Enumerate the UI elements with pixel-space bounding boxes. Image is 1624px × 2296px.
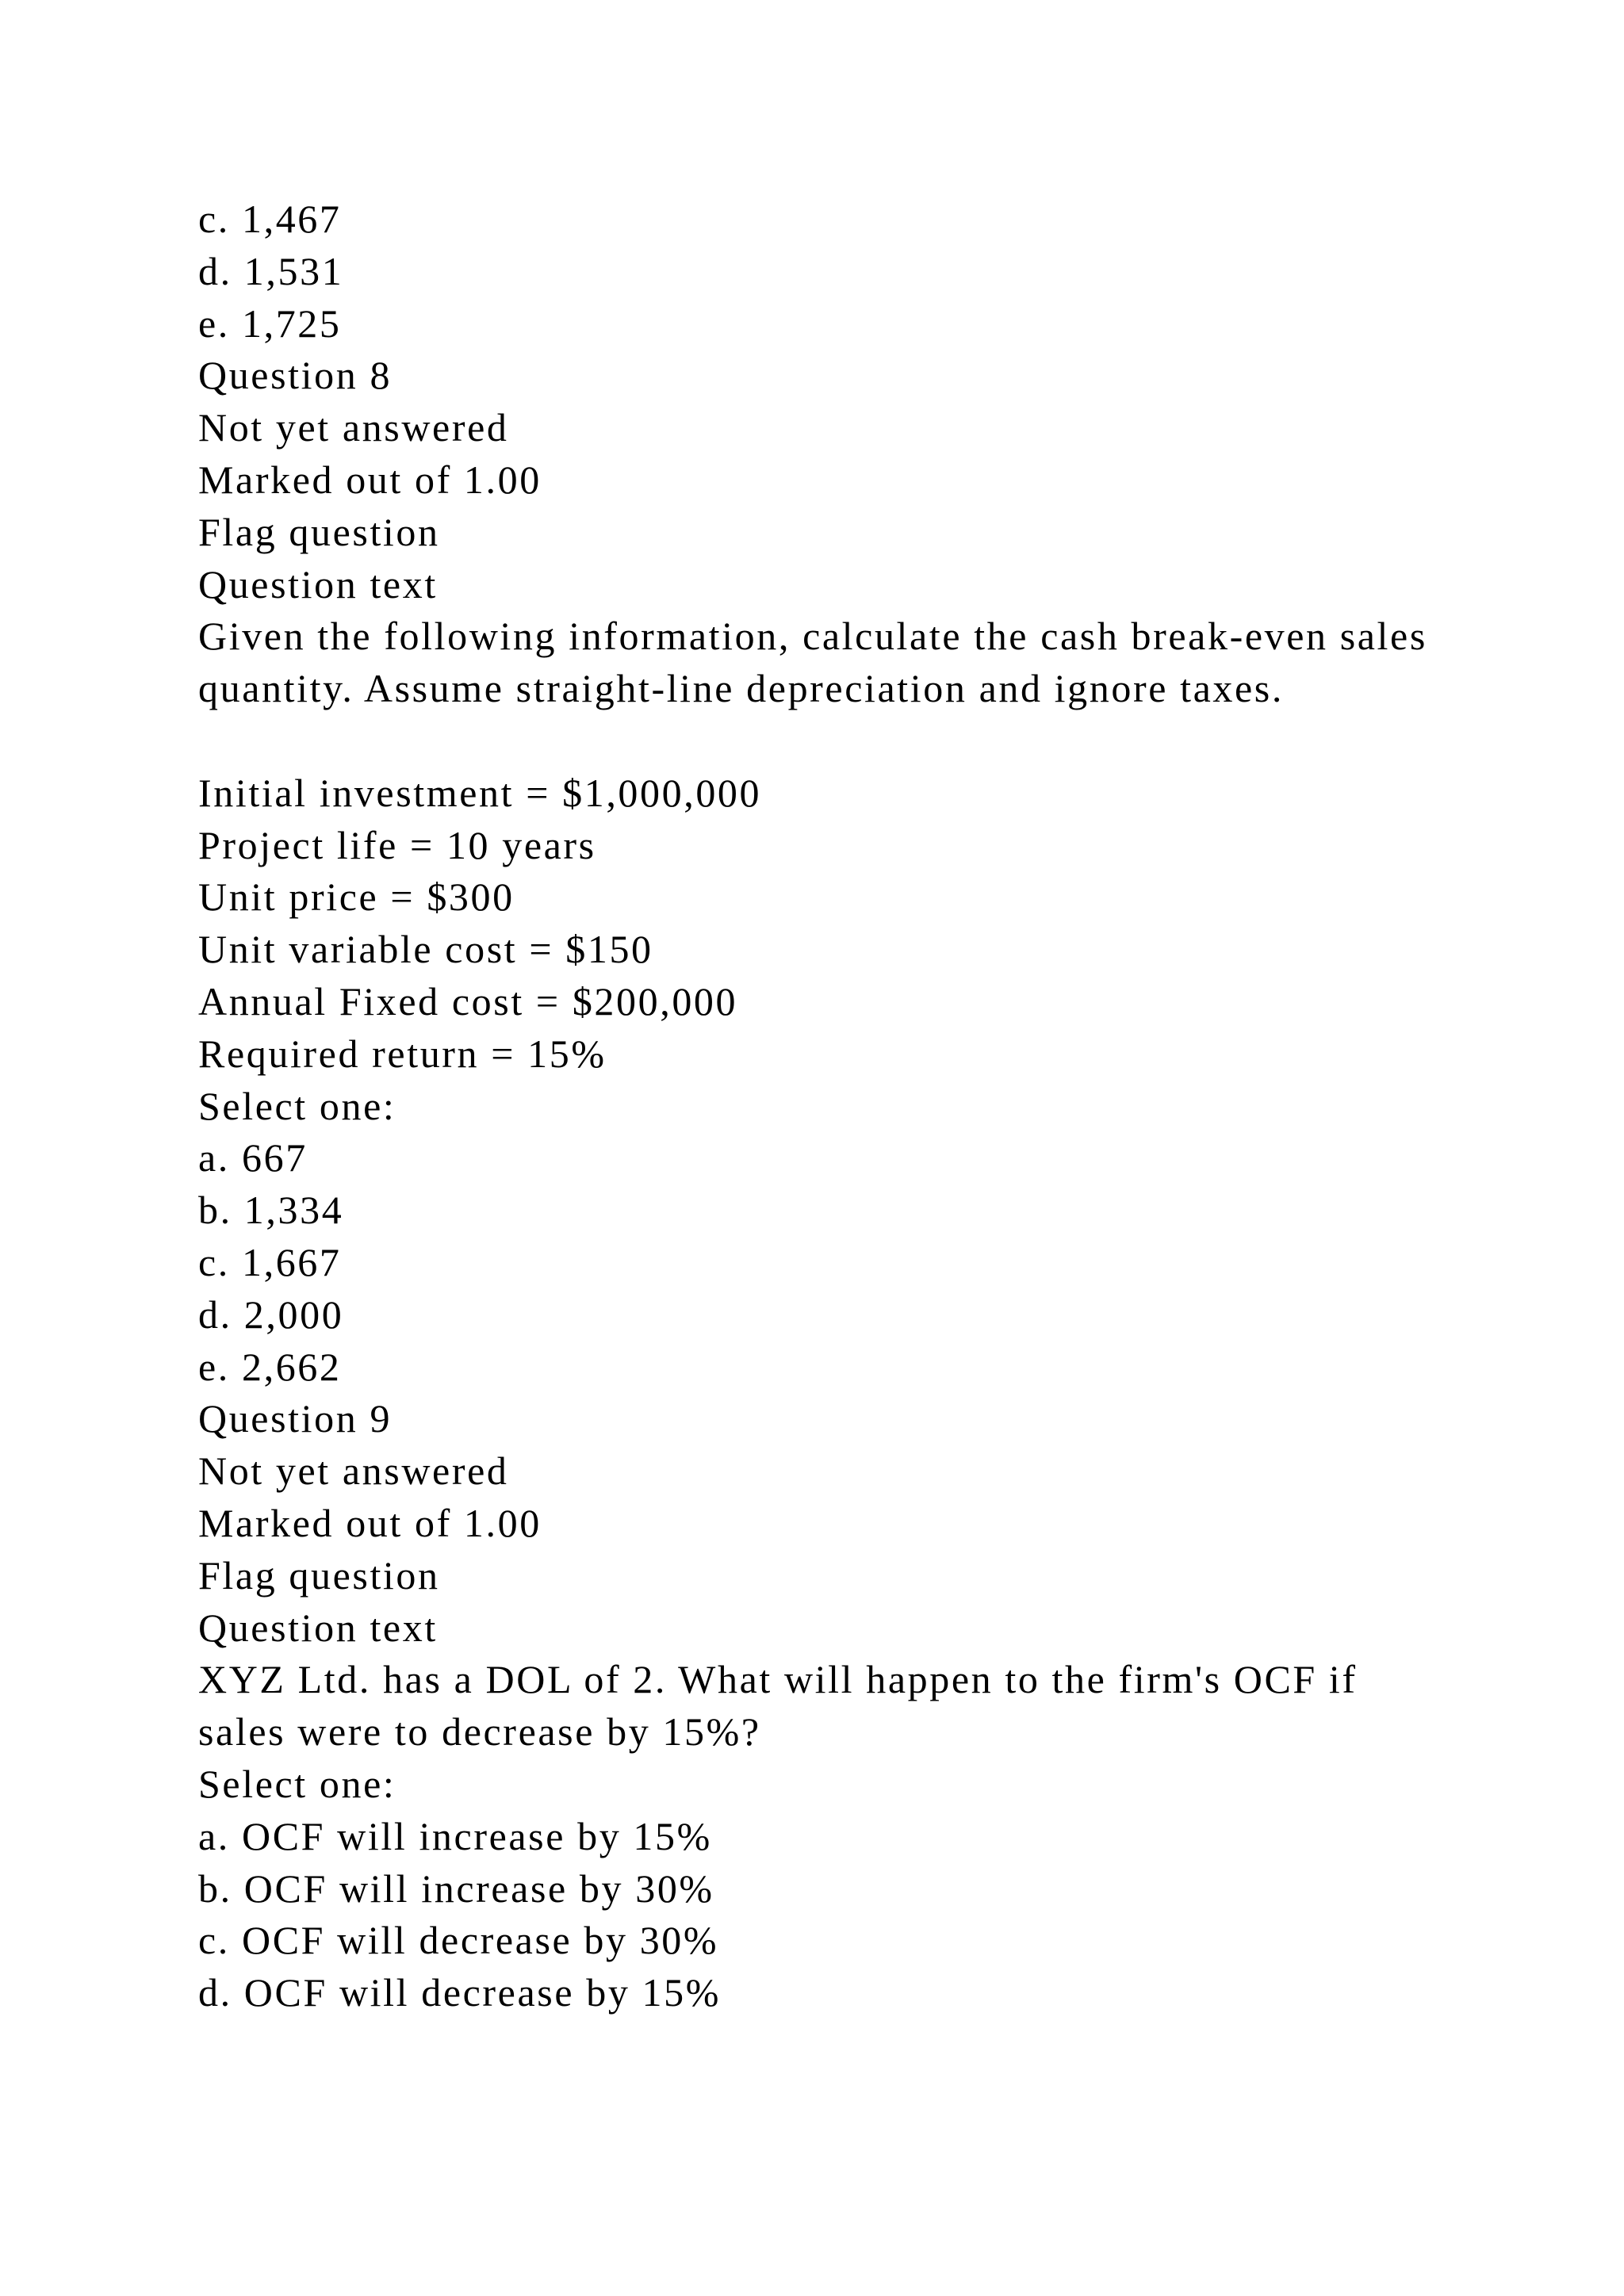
- given-required-return: Required return = 15%: [198, 1031, 607, 1076]
- question-8-option-a: a. 667: [198, 1135, 308, 1181]
- given-unit-variable-cost: Unit variable cost = $150: [198, 927, 653, 972]
- question-8-option-e: e. 2,662: [198, 1344, 342, 1389]
- question-8-prompt: Given the following information, calculate the cash break-even sales quantity. Assume straight-line depreciation and ignore taxes.: [198, 614, 1427, 711]
- question-8-marks: Marked out of 1.00: [198, 457, 542, 502]
- question-9-option-b: b. OCF will increase by 30%: [198, 1866, 714, 1911]
- prev-option-d: d. 1,531: [198, 248, 344, 293]
- question-8-option-c: c. 1,667: [198, 1239, 342, 1284]
- question-8-text-heading: Question text: [198, 561, 438, 607]
- given-annual-fixed-cost: Annual Fixed cost = $200,000: [198, 978, 738, 1024]
- question-8-flag: Flag question: [198, 509, 440, 554]
- blank-line: [198, 715, 1435, 767]
- document-content: [198, 193, 1435, 2019]
- question-8-select-label: Select one:: [198, 1083, 396, 1128]
- question-9-select-label: Select one:: [198, 1761, 396, 1806]
- prev-option-c: c. 1,467: [198, 197, 342, 241]
- question-9-option-a: a. OCF will increase by 15%: [198, 1813, 712, 1858]
- question-9-text-heading: Question text: [198, 1605, 438, 1650]
- question-9-marks: Marked out of 1.00: [198, 1500, 542, 1545]
- question-9-prompt: XYZ Ltd. has a DOL of 2. What will happen to the firm's OCF if sales were to decrease by 15%?: [198, 1657, 1358, 1755]
- question-8-title: Question 8: [198, 353, 393, 398]
- question-9-title: Question 9: [198, 1396, 393, 1441]
- question-8-status: Not yet answered: [198, 405, 509, 450]
- question-9-option-c: c. OCF will decrease by 30%: [198, 1918, 719, 1963]
- question-9-status: Not yet answered: [198, 1448, 509, 1494]
- question-9-option-d: d. OCF will decrease by 15%: [198, 1970, 721, 2015]
- question-9-flag: Flag question: [198, 1552, 440, 1598]
- prev-option-e: e. 1,725: [198, 300, 342, 346]
- given-unit-price: Unit price = $300: [198, 874, 515, 920]
- given-project-life: Project life = 10 years: [198, 822, 596, 867]
- question-8-option-b: b. 1,334: [198, 1188, 344, 1233]
- given-initial-investment: Initial investment = $1,000,000: [198, 770, 762, 815]
- question-8-option-d: d. 2,000: [198, 1292, 344, 1337]
